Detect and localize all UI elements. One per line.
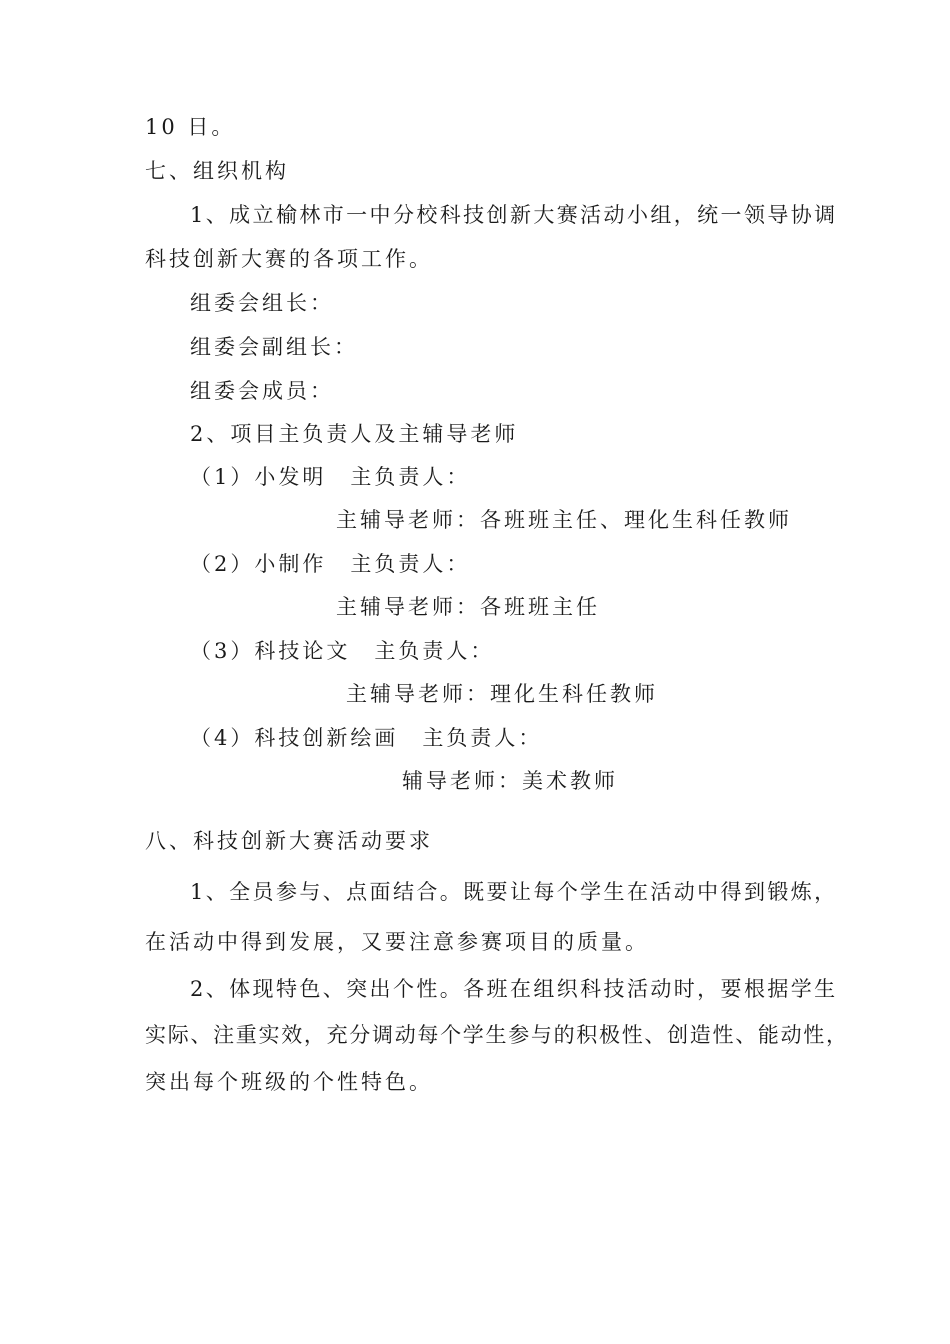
- section-heading-requirements: 八、科技创新大赛活动要求: [145, 829, 433, 853]
- text-line-date-end: 10 日。: [145, 115, 236, 139]
- paragraph-line: 2、体现特色、突出个性。各班在组织科技活动时，要根据学生: [190, 977, 838, 1001]
- project-item: （4）科技创新绘画 主负责人：: [190, 726, 543, 750]
- project-advisor-line: 主辅导老师：各班班主任、理化生科任教师: [336, 508, 792, 532]
- paragraph-line: 实际、注重实效，充分调动每个学生参与的积极性、创造性、能动性，: [145, 1023, 849, 1047]
- paragraph-line: 1、全员参与、点面结合。既要让每个学生在活动中得到锻炼，: [190, 880, 838, 904]
- paragraph-line: 1、成立榆林市一中分校科技创新大赛活动小组，统一领导协调: [190, 203, 838, 227]
- committee-leader-line: 组委会组长：: [190, 291, 334, 315]
- project-advisor-line: 主辅导老师：各班班主任: [336, 595, 600, 619]
- committee-members-line: 组委会成员：: [190, 379, 334, 403]
- project-item: （3）科技论文 主负责人：: [190, 639, 495, 663]
- paragraph-line: 科技创新大赛的各项工作。: [145, 247, 433, 271]
- subsection-heading-projects: 2、项目主负责人及主辅导老师: [190, 422, 519, 446]
- project-advisor-line: 辅导老师：美术教师: [402, 769, 618, 793]
- paragraph-line: 突出每个班级的个性特色。: [145, 1070, 433, 1094]
- committee-deputy-line: 组委会副组长：: [190, 335, 358, 359]
- project-item: （2）小制作 主负责人：: [190, 552, 471, 576]
- project-advisor-line: 主辅导老师：理化生科任教师: [346, 682, 658, 706]
- section-heading-organization: 七、组织机构: [145, 159, 289, 183]
- project-item: （1）小发明 主负责人：: [190, 465, 471, 489]
- paragraph-line: 在活动中得到发展，又要注意参赛项目的质量。: [145, 930, 649, 954]
